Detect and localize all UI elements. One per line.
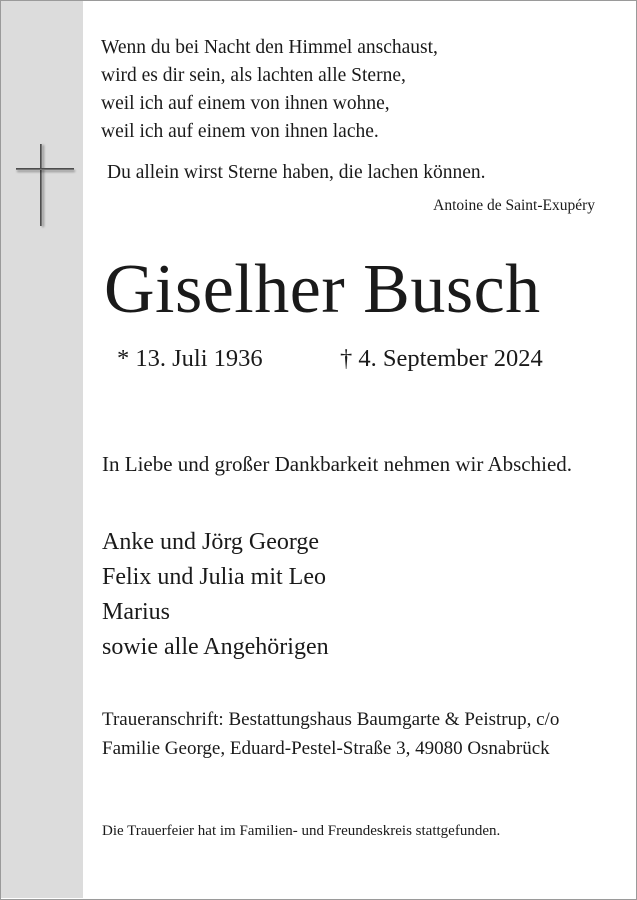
ceremony-note: Die Trauerfeier hat im Familien- und Freundeskreis stattgefunden. <box>102 823 501 839</box>
cross-icon <box>16 144 76 228</box>
mourner-entry: Felix und Julia mit Leo <box>102 564 326 590</box>
birth-date: * 13. Juli 1936 <box>117 345 263 372</box>
poem-author: Antoine de Saint-Exupéry <box>433 197 595 214</box>
mourner-entry: sowie alle Angehörigen <box>102 634 329 660</box>
farewell-text: In Liebe und großer Dankbarkeit nehmen wir Abschied. <box>102 452 573 476</box>
poem-closing-line: Du allein wirst Sterne haben, die lachen können. <box>107 162 486 183</box>
side-band <box>1 1 83 898</box>
deceased-name: Giselher Busch <box>104 251 541 328</box>
mourner-entry: Anke und Jörg George <box>102 529 320 555</box>
death-date: † 4. September 2024 <box>340 345 543 372</box>
poem-line: weil ich auf einem von ihnen lache. <box>101 121 379 142</box>
mourners-list <box>102 525 329 665</box>
cross-horizontal-bar <box>16 168 74 170</box>
poem-line: wird es dir sein, als lachten alle Sterne, <box>101 65 406 86</box>
mourner-entry: Marius <box>102 599 170 625</box>
poem-line: Wenn du bei Nacht den Himmel anschaust, <box>101 37 438 58</box>
mourning-address: Traueranschrift: Bestattungshaus Baumgarte & Peistrup, c/o Familie George, Eduard-Pestel-Straße 3, 49080 Osnabrück <box>102 709 560 759</box>
poem <box>101 34 438 146</box>
cross-vertical-bar <box>40 144 42 226</box>
poem-line: weil ich auf einem von ihnen wohne, <box>101 93 390 114</box>
